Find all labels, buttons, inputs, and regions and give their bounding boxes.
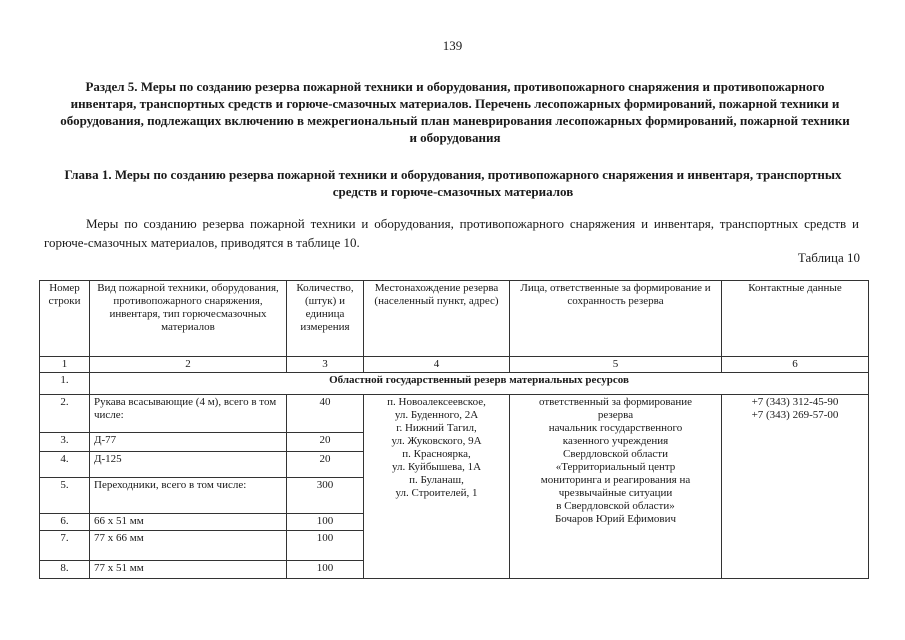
table-label: Таблица 10 [797, 250, 860, 265]
location-line: п. Буланаш, [409, 474, 464, 486]
responsible-line: Бочаров Юрий Ефимович [554, 513, 677, 525]
item-cell: Переходники, всего в том числе: [90, 478, 287, 514]
page-number: 139 [442, 38, 463, 53]
contact-phone: +7 (343) 312-45-90 [751, 396, 839, 408]
reserve-table [39, 280, 869, 579]
section-title: Раздел 5. Меры по созданию резерва пожарной техники и оборудования, противопожарного снаряжения и противопожарного инвентаря, транспортных средств и горюче-смазочных материалов. Перечень лесопожарных формирований, пожарной техники и оборудования, подлежащих включению в межрегиональный план маневрирования лесопожарных формирований, пожарной техники и оборудования [60, 79, 850, 145]
responsible-line: чрезвычайные ситуации [558, 487, 673, 499]
responsible-line: «Территориальный центр [555, 461, 676, 473]
location-line: ул. Жуковского, 9А [391, 435, 482, 447]
responsible-line: ответственный за формирование [539, 396, 692, 408]
location-line: п. Новоалексеевское, [387, 396, 486, 408]
header-cell: Контактные данные [722, 281, 869, 357]
row-number: 7. [40, 531, 90, 561]
qty-cell: 40 [287, 395, 364, 433]
qty-cell: 300 [287, 478, 364, 514]
responsible-cell [510, 395, 722, 579]
column-number-row [40, 357, 869, 373]
header-cell: Количество, (штук) и единица измерения [287, 281, 364, 357]
location-line: ул. Куйбышева, 1А [391, 461, 482, 473]
row-number: 5. [40, 478, 90, 514]
table-row [40, 395, 869, 433]
qty-cell: 100 [287, 531, 364, 561]
section-row [40, 373, 869, 395]
row-number: 4. [40, 452, 90, 478]
contact-phone: +7 (343) 269-57-00 [751, 409, 839, 421]
qty-cell: 20 [287, 452, 364, 478]
column-number: 5 [510, 357, 722, 373]
header-cell: Лица, ответственные за формирование и сохранность резерва [510, 281, 722, 357]
header-cell: Номер строки [40, 281, 90, 357]
qty-cell: 20 [287, 433, 364, 452]
row-number: 6. [40, 514, 90, 531]
chapter-title: Глава 1. Меры по созданию резерва пожарной техники и оборудования, противопожарного снаряжения и инвентаря, транспортных средств и горюче-смазочных материалов [64, 167, 842, 199]
responsible-line: мониторинга и реагирования на [540, 474, 691, 486]
item-cell: 77 х 66 мм [90, 531, 287, 561]
row-number: 1. [40, 373, 90, 395]
item-cell: Д-77 [90, 433, 287, 452]
responsible-line: в Свердловской области» [556, 500, 675, 512]
responsible-line: казенного учреждения [562, 435, 669, 447]
item-cell: 66 х 51 мм [90, 514, 287, 531]
qty-cell: 100 [287, 514, 364, 531]
responsible-line: Свердловской области [563, 448, 668, 460]
column-number: 2 [90, 357, 287, 373]
column-number: 6 [722, 357, 869, 373]
location-line: г. Нижний Тагил, [396, 422, 477, 434]
row-number: 2. [40, 395, 90, 433]
location-line: п. Красноярка, [402, 448, 471, 460]
row-number: 3. [40, 433, 90, 452]
column-number: 3 [287, 357, 364, 373]
responsible-line: резерва [597, 409, 634, 421]
contacts-cell [722, 395, 869, 579]
table-header-row [40, 281, 869, 357]
header-cell: Местонахождение резерва (населенный пункт, адрес) [364, 281, 510, 357]
section-label: Областной государственный резерв материальных ресурсов [90, 373, 869, 395]
item-cell: 77 х 51 мм [90, 561, 287, 579]
location-line: ул. Буденного, 2А [394, 409, 479, 421]
responsible-line: начальник государственного [548, 422, 683, 434]
column-number: 1 [40, 357, 90, 373]
location-line: ул. Строителей, 1 [395, 487, 478, 499]
location-cell [364, 395, 510, 579]
column-number: 4 [364, 357, 510, 373]
item-cell: Д-125 [90, 452, 287, 478]
intro-paragraph: Меры по созданию резерва пожарной техники и оборудования, противопожарного снаряжения и инвентаря, транспортных средств и горюче-смазочных материалов, приводятся в таблице 10. [44, 216, 859, 250]
header-cell: Вид пожарной техники, оборудования, противопожарного снаряжения, инвентаря, тип горючесмазочных материалов [90, 281, 287, 357]
item-cell: Рукава всасывающие (4 м), всего в том числе: [90, 395, 287, 433]
qty-cell: 100 [287, 561, 364, 579]
row-number: 8. [40, 561, 90, 579]
